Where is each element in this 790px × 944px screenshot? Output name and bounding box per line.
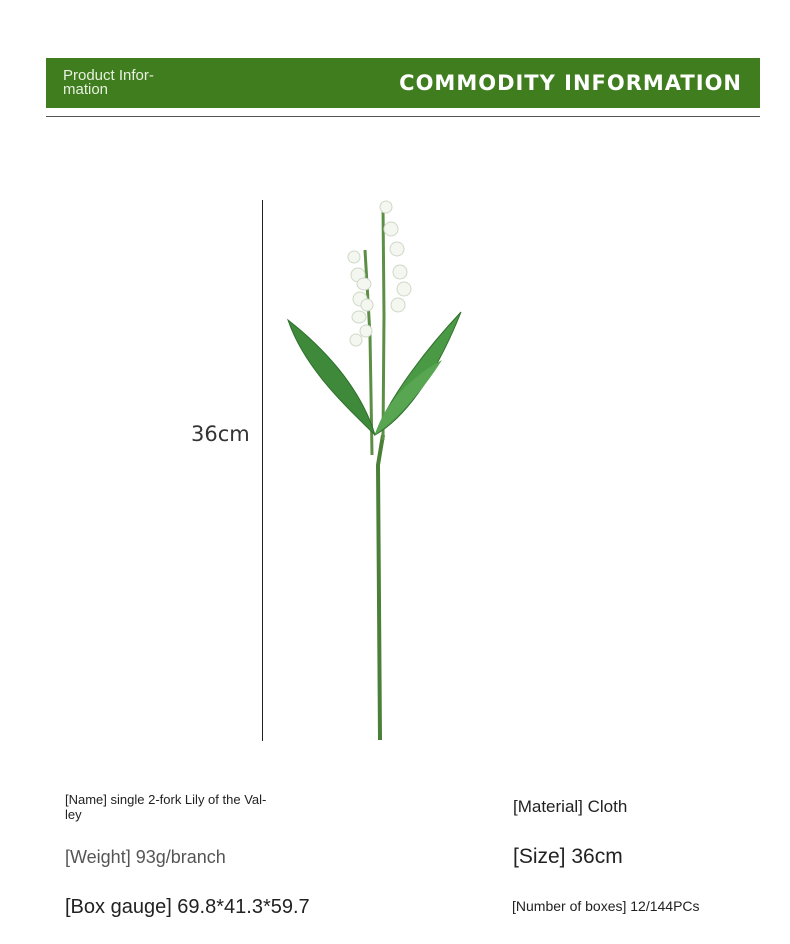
- spec-size: [Size] 36cm: [513, 845, 623, 868]
- height-dimension-line: [262, 200, 263, 741]
- spec-box-gauge: [Box gauge] 69.8*41.3*59.7: [65, 896, 310, 918]
- leaf-left: [288, 320, 375, 435]
- spec-material: [Material] Cloth: [513, 797, 628, 816]
- stem: [378, 435, 383, 740]
- product-information-label: Product Infor- mation: [63, 67, 154, 98]
- spec-number-of-boxes: [Number of boxes] 12/144PCs: [512, 898, 700, 914]
- commodity-information-title: COMMODITY INFORMATION: [399, 71, 742, 95]
- commodity-info-banner: [46, 58, 760, 108]
- spec-weight: [Weight] 93g/branch: [65, 847, 226, 867]
- spec-name: [Name] single 2-fork Lily of the Val- ley: [65, 792, 267, 822]
- header-divider: [46, 116, 760, 117]
- lily-of-the-valley-image: [280, 195, 480, 750]
- flower-stalk-right: [383, 205, 384, 440]
- height-dimension-label: 36cm: [191, 422, 250, 446]
